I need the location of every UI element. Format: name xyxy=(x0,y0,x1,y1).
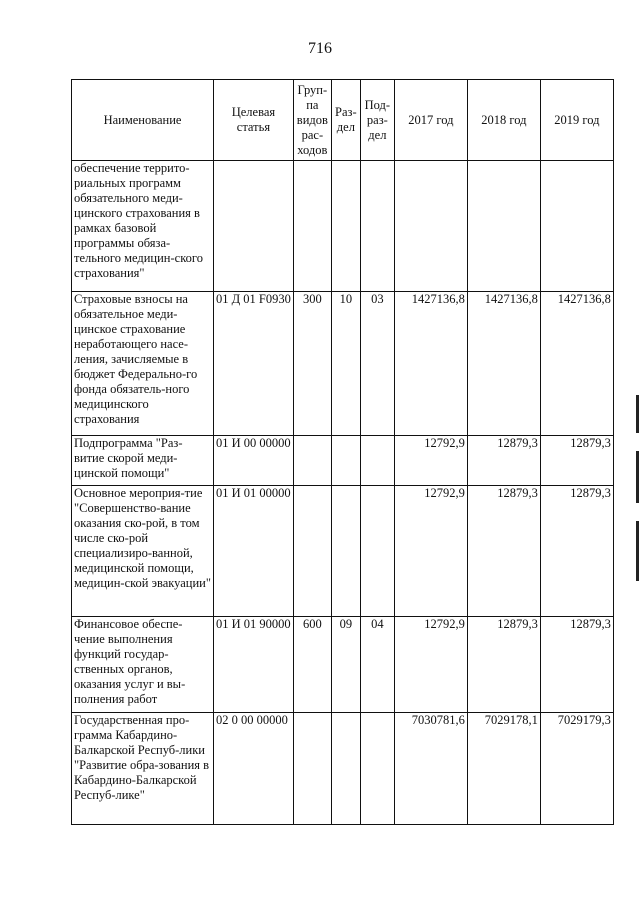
scan-mark xyxy=(636,395,639,433)
row-2019: 12879,3 xyxy=(540,617,613,713)
row-article: 02 0 00 00000 xyxy=(214,713,294,825)
header-article: Целевая статья xyxy=(214,80,294,161)
header-subsection: Под-раз-дел xyxy=(360,80,394,161)
header-name: Наименование xyxy=(72,80,214,161)
row-section xyxy=(331,486,360,617)
row-2018: 7029178,1 xyxy=(467,713,540,825)
row-article: 01 И 01 00000 xyxy=(214,486,294,617)
row-name: Финансовое обеспе-чение выполнения функций государ-ственных органов, оказания услуг и вы-полнения работ xyxy=(72,617,214,713)
row-section: 09 xyxy=(331,617,360,713)
row-article: 01 Д 01 F0930 xyxy=(214,292,294,436)
row-2018 xyxy=(467,161,540,292)
header-2019: 2019 год xyxy=(540,80,613,161)
row-name: Страховые взносы на обязательное меди-цинское страхование неработающего насе-ления, зачисляемые в бюджет Федерально-го фонда обязатель-ного медицинского страхования xyxy=(72,292,214,436)
row-section xyxy=(331,436,360,486)
row-subsection: 04 xyxy=(360,617,394,713)
row-2019: 1427136,8 xyxy=(540,292,613,436)
table-header-row xyxy=(72,80,614,161)
row-subsection xyxy=(360,713,394,825)
row-subsection xyxy=(360,161,394,292)
row-2018: 12879,3 xyxy=(467,617,540,713)
header-2018: 2018 год xyxy=(467,80,540,161)
row-article: 01 И 01 90000 xyxy=(214,617,294,713)
row-2019: 12879,3 xyxy=(540,486,613,617)
table-row xyxy=(72,486,614,617)
row-article xyxy=(214,161,294,292)
row-group xyxy=(293,486,331,617)
row-2017 xyxy=(394,161,467,292)
table-row xyxy=(72,617,614,713)
row-2017: 12792,9 xyxy=(394,486,467,617)
row-subsection xyxy=(360,486,394,617)
row-2019: 7029179,3 xyxy=(540,713,613,825)
row-group: 300 xyxy=(293,292,331,436)
row-group xyxy=(293,161,331,292)
scan-mark xyxy=(636,451,639,503)
row-group xyxy=(293,436,331,486)
row-subsection xyxy=(360,436,394,486)
budget-table xyxy=(71,79,614,825)
row-2017: 12792,9 xyxy=(394,436,467,486)
row-group xyxy=(293,713,331,825)
header-2017: 2017 год xyxy=(394,80,467,161)
row-2017: 12792,9 xyxy=(394,617,467,713)
row-section xyxy=(331,161,360,292)
table-row xyxy=(72,161,614,292)
row-article: 01 И 00 00000 xyxy=(214,436,294,486)
row-2018: 12879,3 xyxy=(467,436,540,486)
table-row xyxy=(72,436,614,486)
row-name: Основное мероприя-тие "Совершенство-вание оказания ско-рой, в том числе ско-рой специализиро-ванной, медицинской помощи, медицин-ской эвакуации" xyxy=(72,486,214,617)
row-section xyxy=(331,713,360,825)
row-2019 xyxy=(540,161,613,292)
row-subsection: 03 xyxy=(360,292,394,436)
row-2018: 12879,3 xyxy=(467,486,540,617)
row-name: Государственная про-грамма Кабардино-Балкарской Респуб-лики "Развитие обра-зования в Кабардино-Балкарской Респуб-лике" xyxy=(72,713,214,825)
row-name: Подпрограмма "Раз-витие скорой меди-цинской помощи" xyxy=(72,436,214,486)
scan-mark xyxy=(636,521,639,581)
row-2017: 7030781,6 xyxy=(394,713,467,825)
table-row xyxy=(72,713,614,825)
header-section: Раз-дел xyxy=(331,80,360,161)
scan-edge-marks xyxy=(636,395,640,599)
table-row xyxy=(72,292,614,436)
row-2017: 1427136,8 xyxy=(394,292,467,436)
row-group: 600 xyxy=(293,617,331,713)
header-group: Груп-па видов рас-ходов xyxy=(293,80,331,161)
page-number: 716 xyxy=(308,40,332,57)
row-section: 10 xyxy=(331,292,360,436)
row-2018: 1427136,8 xyxy=(467,292,540,436)
row-2019: 12879,3 xyxy=(540,436,613,486)
row-name: обеспечение террито-риальных программ обязательного меди-цинского страхования в рамках базовой программы обяза-тельного медицин-ского страхования" xyxy=(72,161,214,292)
